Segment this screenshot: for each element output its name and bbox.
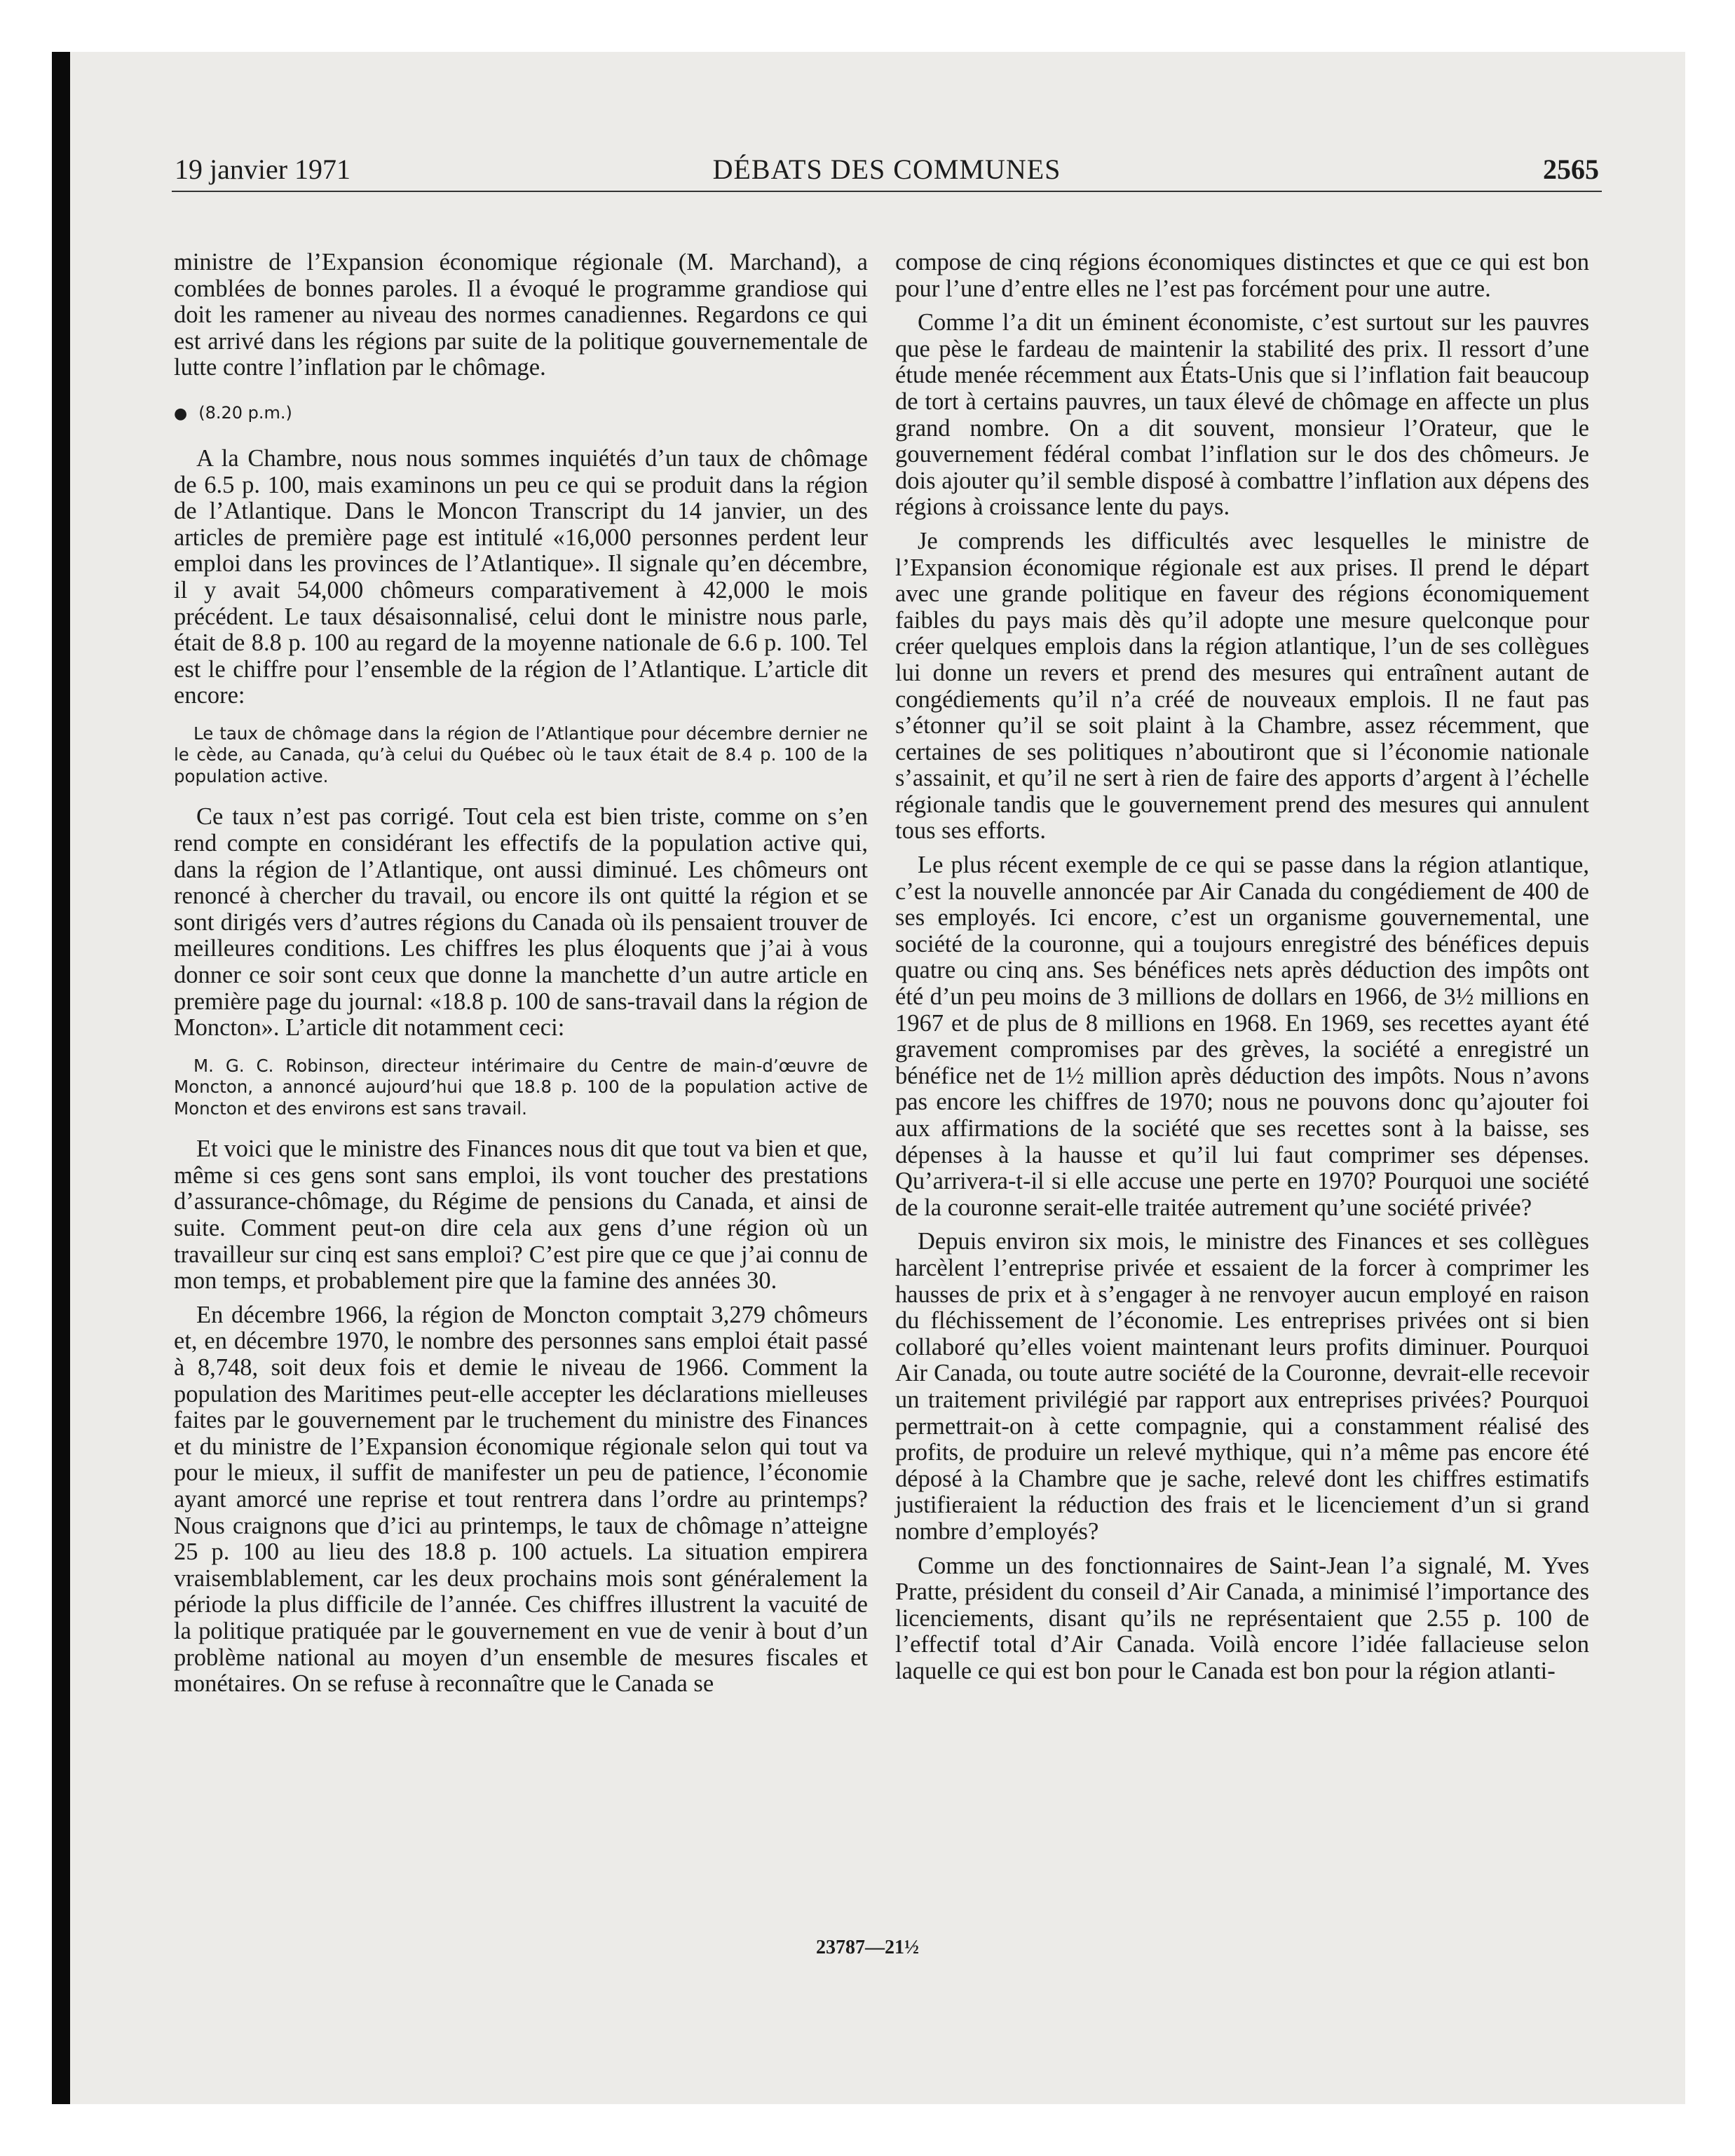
left-column: [174, 250, 868, 1698]
paragraph: Je comprends les difficultés avec lesquelles le ministre de l’Expansion économique régionale est aux prises. Il prend le départ avec une grande politique en faveur des régions économiquement faibles du pays mais dès qu’il adopte une mesure quelconque pour créer quelques emplois dans la région atlantique, l’un de ses collègues lui donne un revers et prend des mesures qui entraînent autant de congédiements qu’il n’a créé de nouveaux emplois. Il ne faut pas s’étonner qu’il se soit plaint à la Chambre, assez récemment, que certaines de ses politiques n’aboutiront que si l’économie nationale s’assainit, et qu’il ne sert à rien de faire des apports d’argent à l’échelle régionale tandis que le gouvernement prend des mesures qui annulent tous ses efforts.: [895, 527, 1589, 845]
time-marker-text: (8.20 p.m.): [198, 402, 292, 423]
binding-edge: [52, 52, 70, 2104]
paragraph: Ce taux n’est pas corrigé. Tout cela est bien triste, comme on s’en rend compte en considérant les effectifs de la population active qui, dans la région de l’Atlantique, ont aussi diminué. Les chômeurs ont renoncé à chercher du travail, ou encore ils ont quitté la région et se sont dirigés vers d’autres régions du Canada où ils pensaient trouver de meilleures conditions. Les chiffres les plus éloquents que j’ai à vous donner ce soir sont ceux que donne la manchette d’un autre article en première page du journal: «18.8 p. 100 de sans-travail dans la région de Moncton». L’article dit notamment ceci:: [174, 803, 868, 1042]
block-quote: M. G. C. Robinson, directeur intérimaire du Centre de main-d’œuvre de Moncton, a annoncé aujourd’hui que 18.8 p. 100 de la population active de Moncton et des environs est sans travail.: [174, 1055, 868, 1119]
paragraph: Comme un des fonctionnaires de Saint-Jean l’a signalé, M. Yves Pratte, président du conseil d’Air Canada, a minimisé l’importance des licenciements, disant qu’ils ne représentaient que 2.55 p. 100 de l’effectif total d’Air Canada. Voilà encore l’idée fallacieuse selon laquelle ce qui est bon pour le Canada est bon pour la région atlanti-: [895, 1552, 1589, 1684]
paragraph: Depuis environ six mois, le ministre des Finances et ses collègues harcèlent l’entreprise privée et essaient de la forcer à comprimer les hausses de prix et à s’engager à ne renvoyer aucun employé en raison du fléchissement de l’économie. Les entreprises privées ont si bien collaboré qu’elles voient maintenant leurs profits diminuer. Pourquoi Air Canada, ou toute autre société de la Couronne, devrait-elle recevoir un traitement privilégié par rapport aux entreprises privées? Pourquoi permettrait-on à cette compagnie, qui a constamment réalisé des profits, de produire un relevé mythique, qui n’a même pas encore été déposé à la Chambre que je sache, relevé dont les chiffres estimatifs justifieraient la réduction des frais et le licenciement d’un si grand nombre d’employés?: [895, 1228, 1589, 1545]
header-title: DÉBATS DES COMMUNES: [712, 153, 1061, 185]
page-signature: 23787—21½: [816, 1937, 919, 1958]
paragraph: compose de cinq régions économiques distinctes et que ce qui est bon pour l’une d’entre elles ne l’est pas forcément pour une autre.: [895, 249, 1589, 302]
paragraph: Comme l’a dit un éminent économiste, c’est surtout sur les pauvres que pèse le fardeau de maintenir la stabilité des prix. Il ressort d’une étude menée récemment aux États-Unis que si l’inflation fait beaucoup de tort à certains pauvres, un taux élevé de chômage en affecte un plus grand nombre. On a dit souvent, monsieur l’Orateur, que le gouvernement fédéral combat l’inflation sur le dos des chômeurs. Je dois ajouter qu’il semble disposé à combattre l’inflation aux dépens des régions à croissance lente du pays.: [895, 309, 1589, 521]
paragraph: Et voici que le ministre des Finances nous dit que tout va bien et que, même si ces gens sont sans emploi, ils vont toucher des prestations d’assurance-chômage, du Régime de pensions du Canada, et ainsi de suite. Comment peut-on dire cela aux gens d’une région où un travailleur sur cinq est sans emploi? C’est pire que ce que j’ai connu de mon temps, et probablement pire que la famine des années 30.: [174, 1135, 868, 1295]
header-date: 19 janvier 1971: [175, 153, 351, 185]
paragraph: Le plus récent exemple de ce qui se passe dans la région atlantique, c’est la nouvelle annoncée par Air Canada du congédiement de 400 de ses employés. Ici encore, c’est un organisme gouvernemental, une société de la couronne, qui a toujours enregistré des bénéfices depuis quatre ou cinq ans. Ses bénéfices nets après déduction des impôts ont été d’un peu moins de 3 millions de dollars en 1966, de 3½ millions en 1967 et de plus de 8 millions en 1968. En 1969, ses recettes ayant été gravement compromises par des grèves, la société a enregistré un bénéfice net de 1½ million après déduction des impôts. Nous n’avons pas encore les chiffres de 1970; nous ne pouvons donc qu’ajouter foi aux affirmations de la société que ses recettes sont à la baisse, ses dépenses à la hausse et qu’il lui faut comprimer ses dépenses. Qu’arrivera-t-il si elle accuse une perte en 1970? Pourquoi une société de la couronne serait-elle traitée autrement qu’une société privée?: [895, 852, 1589, 1221]
right-column: [895, 250, 1589, 1684]
time-marker: [174, 402, 868, 425]
running-header: [172, 149, 1602, 192]
paragraph: En décembre 1966, la région de Moncton comptait 3,279 chômeurs et, en décembre 1970, le nombre des personnes sans emploi était passé à 8,748, soit deux fois et demie le niveau de 1966. Comment la population des Maritimes peut-elle accepter les déclarations mielleuses faites par le gouvernement par le truchement du ministre des Finances et du ministre de l’Expansion économique régionale selon qui tout va pour le mieux, il suffit de manifester un peu de patience, l’économie ayant amorcé une reprise et tout rentrera dans l’ordre au printemps? Nous craignons que d’ici au printemps, le taux de chômage n’atteigne 25 p. 100 au lieu des 18.8 p. 100 actuels. La situation empirera vraisemblablement, car les deux prochains mois sont généralement la période la plus difficile de l’année. Ces chiffres illustrent la vacuité de la politique pratiquée par le gouvernement en vue de venir à bout d’un problème national au moyen d’un ensemble de mesures fiscales et monétaires. On se refuse à reconnaître que le Canada se: [174, 1301, 868, 1698]
page-number: 2565: [1543, 153, 1599, 185]
block-quote: Le taux de chômage dans la région de l’Atlantique pour décembre dernier ne le cède, au Canada, qu’à celui du Québec où le taux était de 8.4 p. 100 de la population active.: [174, 723, 868, 786]
paragraph: A la Chambre, nous nous sommes inquiétés d’un taux de chômage de 6.5 p. 100, mais examinons un peu ce qui se produit dans la région de l’Atlantique. Dans le Moncon Transcript du 14 janvier, un des articles de première page est intitulé «16,000 personnes perdent leur emploi dans les provinces de l’Atlantique». Il signale qu’en décembre, il y avait 54,000 chômeurs comparativement à 42,000 le mois précédent. Le taux désaisonnalisé, celui dont le ministre nous parle, était de 8.8 p. 100 au regard de la moyenne nationale de 6.6 p. 100. Tel est le chiffre pour l’ensemble de la région de l’Atlantique. L’article dit encore:: [174, 444, 868, 709]
bullet-icon: ●: [174, 404, 188, 423]
paragraph: ministre de l’Expansion économique régionale (M. Marchand), a comblées de bonnes paroles. Il a évoqué le programme grandiose qui doit les ramener au niveau des normes canadiennes. Regardons ce qui est arrivé dans les régions par suite de la politique gouvernementale de lutte contre l’inflation par le chômage.: [174, 249, 868, 381]
